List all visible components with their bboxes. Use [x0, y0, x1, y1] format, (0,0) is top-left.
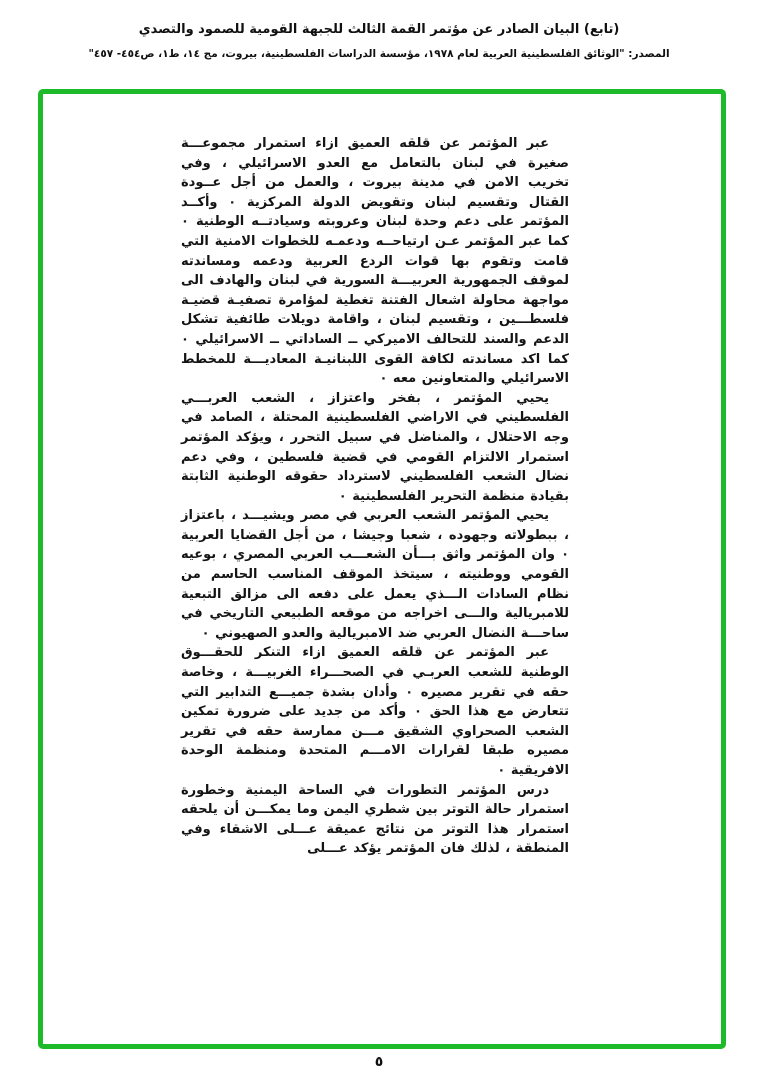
page-header [0, 0, 758, 60]
paragraph: عبر المؤتمر عن قلقه العميق ازاء استمرار مجموعـــة صغيرة في لبنان بالتعامل مع العدو الاسرائيلي ، وفي تخريب الامن في مدينة بيروت ، والعمل من أجل عــودة القتال وتقسيم لبنان وتقويض الدولة المركزية ٠ وأكــد المؤتمر على دعم وحدة لبنان وعروبته وسيادتــه الوطنية ٠ كما عبر المؤتمر عـن ارتياحــه ودعمـه للخطوات الامنية التي قامت وتقوم بها قوات الردع العربية ودعمه ومساندته لموقف الجمهورية العربيـــة السورية في لبنان والهادف الى مواجهة محاولة اشعال الفتنة تغطية لمؤامرة تصفيـة قضيـة فلسطـــين ، وتقسيم لبنان ، واقامة دويلات طائفية تشكل الدعم والسند للتحالف الاميركي ــ الساداتي ــ الاسرائيلي ٠ كما اكد مساندته لكافة القوى اللبنانيـة المعاديـــة للمخطط الاسرائيلي والمتعاونين معه ٠ [181, 136, 569, 387]
document-source: المصدر: "الوثائق الفلسطينية العربية لعام ١٩٧٨، مؤسسة الدراسات الفلسطينية، بيروت، مج ١٤، ط١، ص٤٥٤- ٤٥٧" [88, 48, 670, 60]
page-footer [0, 1051, 758, 1070]
body-text [181, 134, 569, 859]
paragraph: عبر المؤتمر عن قلقه العميق ازاء التنكر للحقـــوق الوطنية للشعب العربـي في الصحـــراء الغربيـــة ، وخاصة حقه في تقرير مصيره ٠ وأدان بشدة جميـــع التدابير التي تتعارض مع هذا الحق ٠ وأكد من جديد على ضرورة تمكين الشعب الصحراوي الشقيق مـــن ممارسة حقه في تقرير مصيره طبقا لقرارات الامـــم المتحدة ومنظمة الوحدة الافريقية ٠ [181, 645, 569, 778]
document-title: (تابع) البيان الصادر عن مؤتمر القمة الثالث للجبهة القومية للصمود والتصدي [138, 22, 620, 37]
page-number: ٥ [374, 1054, 384, 1070]
green-border-box [38, 89, 726, 1049]
paragraph: يحيي المؤتمر الشعب العربي في مصر ويشيـــد ، باعتزاز ، ببطولاته وجهوده ، شعبا وجيشا ، من أجل القضايا العربية ٠ وان المؤتمر واثق بـــأن الشعـــب العربي المصري ، بوعيه القومي ووطنيته ، سيتخذ الموقف المناسب الحاسم من نظام السادات الـــذي يعمل على دفعه الى مزالق التبعية للامبريالية والـــى اخراجه من موقعه الطبيعي التاريخي في ساحـــة النضال العربي ضد الامبريالية والعدو الصهيوني ٠ [181, 508, 569, 641]
paragraph: درس المؤتمر التطورات في الساحة اليمنية وخطورة استمرار حالة التوتر بين شطري اليمن وما يمكـــن أن يلحقه استمرار هذا التوتر من نتائج عميقة عـــلى الاشقاء وفي المنطقة ، لذلك فان المؤتمر يؤكد عـــلى [181, 782, 569, 857]
paragraph: يحيي المؤتمر ، بفخر واعتزاز ، الشعب العربـــي الفلسطيني في الاراضي الفلسطينية المحتلة ، الصامد في وجه الاحتلال ، والمناضل في سبيل التحرر ، ويؤكد المؤتمر استمرار الالتزام القومي في قضية فلسطين ، وفي دعم نضال الشعب الفلسطيني لاسترداد حقوقه الوطنية الثابتة بقيادة منظمة التحرير الفلسطينية ٠ [181, 390, 569, 504]
